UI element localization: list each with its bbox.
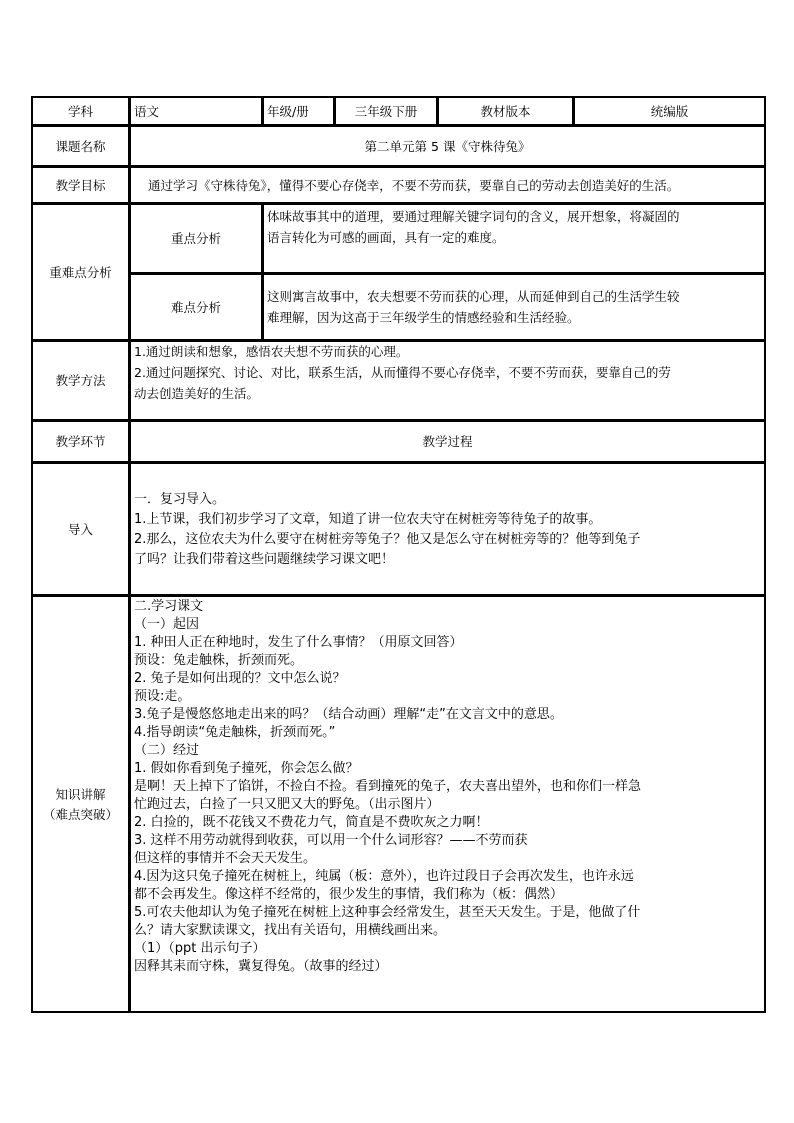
hard-point-line: 难理解，因为这高于三年级学生的情感经验和生活经验。	[267, 310, 580, 325]
goal-text: 通过学习《守株待兔》，懂得不要心存侥幸，不要不劳而获，要靠自己的劳动去创造美好的生活。	[130, 167, 766, 204]
knowledge-label-line: 知识讲解	[55, 786, 106, 802]
knowledge-line: 因释其耒而守株，冀复得兔。（故事的经过）	[134, 959, 388, 974]
edition-value: 统编版	[574, 97, 766, 126]
knowledge-line: 都不会再发生。像这样不经常的，很少发生的事情，我们称为（板：偶然）	[134, 887, 564, 902]
goal-row	[32, 167, 766, 204]
knowledge-line: 是啊！天上掉下了馅饼，不捡白不捡。看到撞死的兔子，农夫喜出望外，也和你们一样急	[134, 779, 642, 794]
knowledge-line: 2. 白捡的，既不花钱又不费花力气，简直是不费吹灰之力啊！	[134, 815, 489, 830]
intro-line: 1.上节课，我们初步学习了文章，知道了讲一位农夫守在树桩旁等待兔子的故事。	[134, 511, 602, 527]
lesson-label: 课题名称	[32, 126, 130, 167]
knowledge-line: 忙跑过去，白捡了一只又肥又大的野兔。（出示图片）	[134, 797, 440, 812]
knowledge-label	[32, 596, 130, 1013]
process-header-row	[32, 421, 766, 463]
intro-line: 一．复习导入。	[134, 491, 226, 507]
method-line: 2.通过问题探究、讨论、对比，联系生活，从而懂得不要心存侥幸，不要不劳而获，要靠自己的劳	[134, 365, 671, 380]
knowledge-row	[32, 596, 766, 1013]
intro-row	[32, 463, 766, 596]
hard-point-label: 难点分析	[130, 274, 263, 341]
hard-point-text	[263, 274, 766, 341]
knowledge-line: 2. 兔子是如何出现的？文中怎么说？	[134, 671, 346, 686]
knowledge-line: 但这样的事情并不会天天发生。	[134, 851, 317, 866]
knowledge-line: （一）起因	[134, 617, 200, 632]
knowledge-line: 预设:走。	[134, 689, 191, 704]
intro-line: 2.那么，这位农夫为什么要守在树桩旁等兔子？他又是怎么守在树桩旁等的？他等到兔子	[134, 531, 641, 547]
knowledge-line: 4.因为这只兔子撞死在树桩上，纯属（板：意外），也许过段日子会再次发生，也许永远	[134, 869, 634, 884]
grade-value: 三年级下册	[335, 97, 438, 126]
knowledge-line: 1. 种田人正在种地时，发生了什么事情？（用原文回答）	[134, 635, 463, 650]
intro-line: 了吗？让我们带着这些问题继续学习课文吧！	[134, 551, 395, 567]
intro-label: 导入	[32, 463, 130, 596]
hard-point-line: 这则寓言故事中，农夫想要不劳而获的心理，从而延伸到自己的生活学生较	[267, 289, 680, 304]
key-point-line: 语言转化为可感的画面，具有一定的难度。	[267, 230, 505, 245]
knowledge-line: （1）（ppt 出示句子）	[134, 941, 266, 956]
knowledge-line: （二）经过	[134, 743, 200, 758]
intro-text	[130, 463, 766, 596]
subject-label: 学科	[32, 97, 130, 126]
knowledge-label-line: （难点突破）	[42, 806, 118, 822]
knowledge-line: 3. 这样不用劳动就得到收获，可以用一个什么词形容？——不劳而获	[134, 833, 528, 848]
method-text	[130, 341, 766, 421]
key-point-label: 重点分析	[130, 204, 263, 274]
key-point-line: 体味故事其中的道理，要通过理解关键字词句的含义，展开想象，将凝固的	[267, 209, 680, 224]
knowledge-line: 二.学习课文	[134, 599, 204, 614]
goal-label: 教学目标	[32, 167, 130, 204]
edition-label: 教材版本	[438, 97, 574, 126]
knowledge-text	[130, 596, 766, 1013]
knowledge-line: 1. 假如你看到兔子撞死，你会怎么做？	[134, 761, 359, 776]
method-row	[32, 341, 766, 421]
knowledge-line: 4.指导朗读“兔走触株，折颈而死。”	[134, 725, 336, 740]
method-line: 动去创造美好的生活。	[134, 386, 260, 401]
hard-point-row	[32, 274, 766, 341]
lesson-plan-table	[31, 96, 766, 1013]
grade-label: 年级/册	[263, 97, 335, 126]
subject-value: 语文	[130, 97, 263, 126]
method-line: 1.通过朗读和想象，感悟农夫想不劳而获的心理。	[134, 344, 409, 359]
process-title: 教学过程	[130, 421, 766, 463]
header-row	[32, 97, 766, 126]
method-label: 教学方法	[32, 341, 130, 421]
knowledge-line: 预设：兔走触株，折颈而死。	[134, 653, 304, 668]
difficulty-label: 重难点分析	[32, 204, 130, 341]
key-point-row	[32, 204, 766, 274]
knowledge-line: 3.兔子是慢悠悠地走出来的吗？（结合动画）理解“走”在文言文中的意思。	[134, 707, 563, 722]
lesson-row	[32, 126, 766, 167]
knowledge-line: 么？请大家默读课文，找出有关语句，用横线画出来。	[134, 923, 447, 938]
knowledge-line: 5.可农夫他却认为兔子撞死在树桩上这种事会经常发生，甚至天天发生。于是，他做了什	[134, 905, 641, 920]
process-label: 教学环节	[32, 421, 130, 463]
key-point-text	[263, 204, 766, 274]
lesson-title: 第二单元第 5 课《守株待兔》	[130, 126, 766, 167]
